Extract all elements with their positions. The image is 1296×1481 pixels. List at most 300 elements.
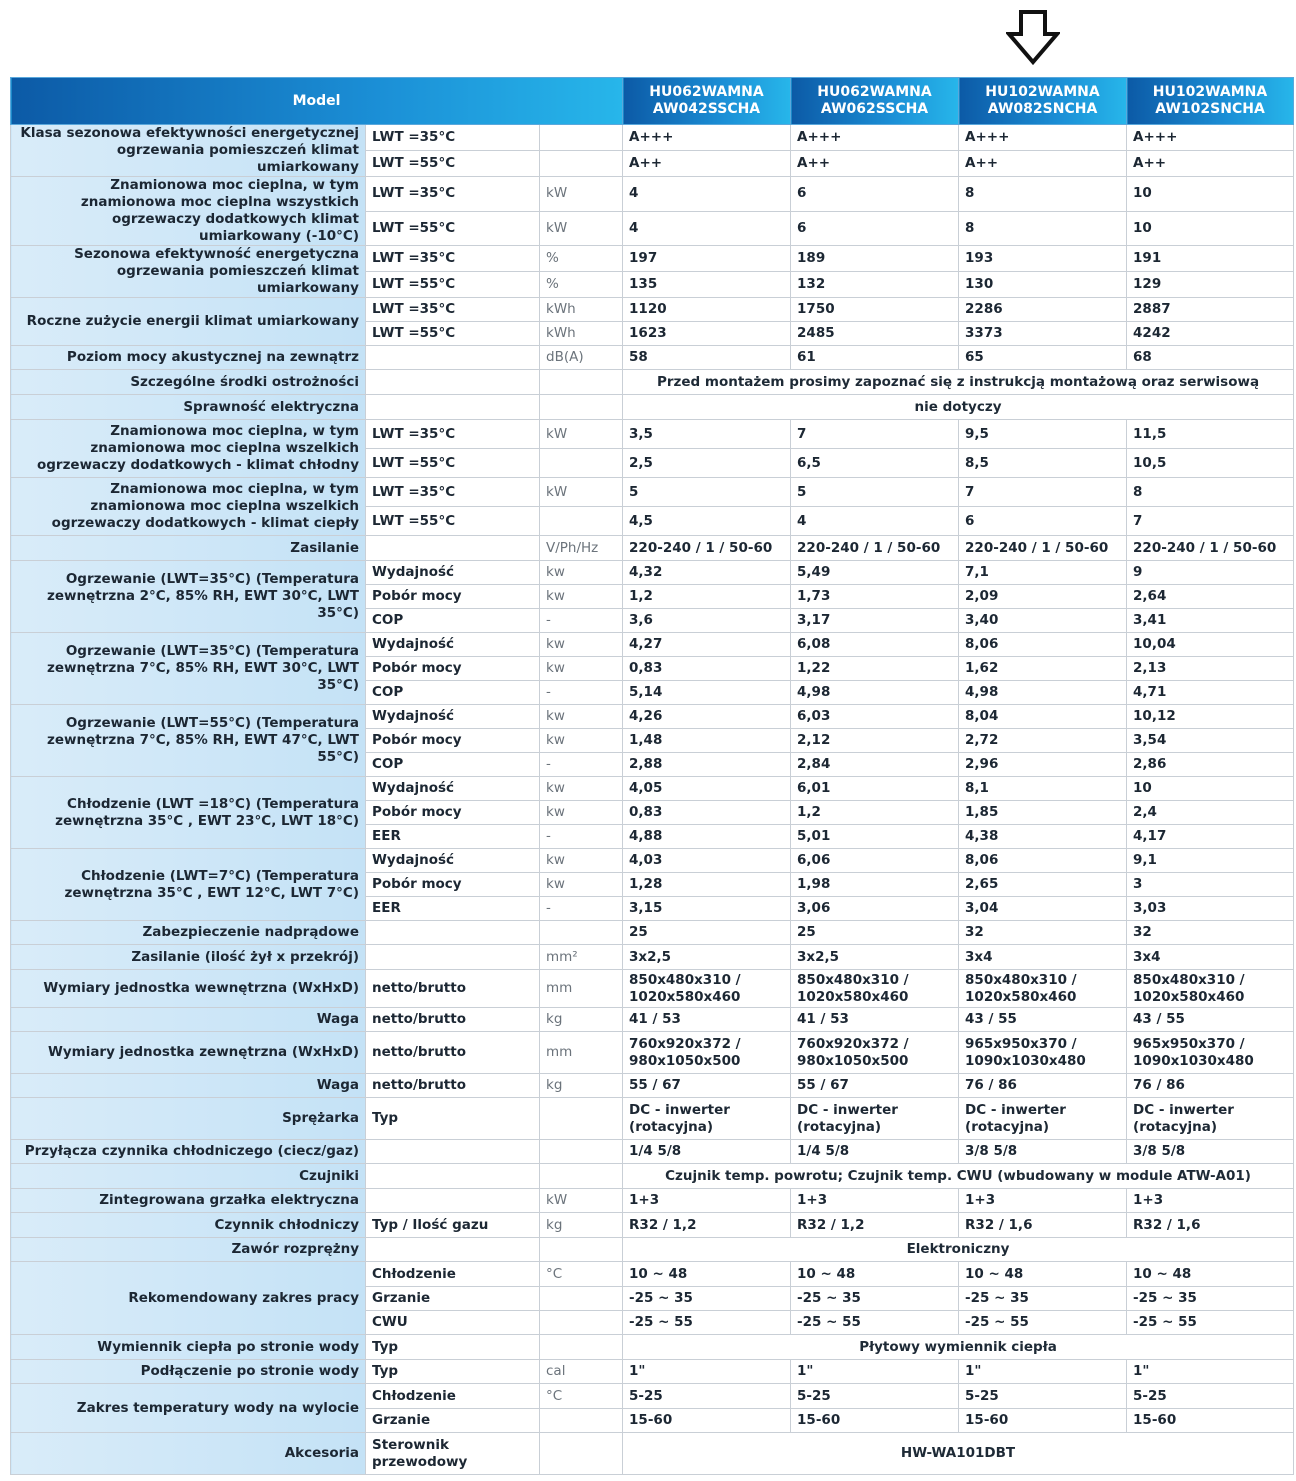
merged-value-cell: Elektroniczny [623,1238,1294,1262]
model-name: AW082SNCHA [987,101,1098,117]
value-cell: 220-240 / 1 / 50-60 [623,536,791,561]
value-cell: 132 [791,272,959,298]
unit-cell [540,1311,623,1335]
value-cell: 10 [1127,177,1294,212]
unit-cell: kW [540,478,623,507]
row-label: Znamionowa moc cieplna, w tym znamionowa moc cieplna wszystkich ogrzewaczy dodatkowych klimat umiarkowany (-10°C) [11,177,366,246]
sub-label: netto/brutto [366,970,540,1008]
value-cell: 6 [791,211,959,246]
value-cell: 2,4 [1127,801,1294,825]
unit-cell: % [540,272,623,298]
sub-label: EER [366,825,540,849]
value-cell: 10 ~ 48 [791,1262,959,1287]
value-cell: 220-240 / 1 / 50-60 [959,536,1127,561]
unit-cell: kWh [540,322,623,346]
sub-label: LWT =35°C [366,420,540,449]
sub-label [366,1140,540,1164]
value-cell: 2,12 [791,729,959,753]
value-cell: 1/4 5/8 [791,1140,959,1164]
table-row [11,561,1294,585]
sub-label: LWT =35°C [366,478,540,507]
value-cell: A+++ [623,125,791,151]
model-header: Model [11,78,623,125]
unit-cell [540,449,623,478]
value-cell: 135 [623,272,791,298]
value-cell: 1+3 [791,1189,959,1213]
sub-label: COP [366,753,540,777]
value-cell: 1+3 [623,1189,791,1213]
value-cell: 5,01 [791,825,959,849]
value-cell: A+++ [791,125,959,151]
sub-label: Pobór mocy [366,585,540,609]
value-cell: 4242 [1127,322,1294,346]
unit-cell [540,1287,623,1311]
value-cell: 1,98 [791,873,959,897]
value-cell: -25 ~ 35 [791,1287,959,1311]
value-cell: 189 [791,246,959,272]
merged-value-cell: Przed montażem prosimy zapoznać się z instrukcją montażową oraz serwisową [623,370,1294,395]
table-row [11,1335,1294,1360]
value-cell: DC - inwerter (rotacyjna) [1127,1098,1294,1140]
down-arrow-icon [1006,10,1060,66]
unit-cell: V/Ph/Hz [540,536,623,561]
unit-cell: mm² [540,945,623,970]
value-cell: 7,1 [959,561,1127,585]
value-cell: 850x480x310 / 1020x580x460 [1127,970,1294,1008]
spec-body [11,125,1294,1475]
value-cell: 4,03 [623,849,791,873]
value-cell: 8 [1127,478,1294,507]
table-row [11,1360,1294,1384]
sub-label: Pobór mocy [366,873,540,897]
value-cell: 2,88 [623,753,791,777]
value-cell: 4,38 [959,825,1127,849]
unit-cell: kw [540,849,623,873]
value-cell: 43 / 55 [959,1008,1127,1032]
value-cell: 5,14 [623,681,791,705]
value-cell: A+++ [959,125,1127,151]
table-row [11,346,1294,370]
value-cell: 3,41 [1127,609,1294,633]
value-cell: 8,06 [959,633,1127,657]
value-cell: 1" [959,1360,1127,1384]
value-cell: 6 [791,177,959,212]
value-cell: 8,1 [959,777,1127,801]
merged-value-cell: Czujnik temp. powrotu; Czujnik temp. CWU (wbudowany w module ATW-A01) [623,1164,1294,1189]
unit-cell [540,1433,623,1475]
value-cell: 850x480x310 / 1020x580x460 [623,970,791,1008]
value-cell: 8,5 [959,449,1127,478]
sub-label: LWT =55°C [366,507,540,536]
value-cell: A++ [623,151,791,177]
value-cell: 11,5 [1127,420,1294,449]
value-cell: 8 [959,177,1127,212]
table-row [11,478,1294,507]
value-cell: 3/8 5/8 [959,1140,1127,1164]
table-row [11,970,1294,1008]
model-name: AW042SSCHA [652,101,761,117]
model-name: HU102WAMNA [985,84,1100,100]
value-cell: -25 ~ 55 [791,1311,959,1335]
value-cell: 3,17 [791,609,959,633]
table-row [11,1164,1294,1189]
unit-cell: kW [540,177,623,212]
unit-cell: kg [540,1074,623,1098]
value-cell: 3,54 [1127,729,1294,753]
value-cell: 5 [791,478,959,507]
value-cell: -25 ~ 55 [623,1311,791,1335]
value-cell: 6,08 [791,633,959,657]
sub-label: LWT =35°C [366,298,540,322]
value-cell: 8,04 [959,705,1127,729]
sub-label: LWT =55°C [366,322,540,346]
row-label: Zasilanie [11,536,366,561]
sub-label: netto/brutto [366,1008,540,1032]
table-row [11,370,1294,395]
unit-cell: kW [540,1189,623,1213]
sub-label: Pobór mocy [366,729,540,753]
row-label: Wymiary jednostka wewnętrzna (WxHxD) [11,970,366,1008]
sub-label: LWT =55°C [366,211,540,246]
row-label: Przyłącza czynnika chłodniczego (ciecz/gaz) [11,1140,366,1164]
sub-label: LWT =35°C [366,125,540,151]
value-cell: 65 [959,346,1127,370]
value-cell: 220-240 / 1 / 50-60 [1127,536,1294,561]
value-cell: 3373 [959,322,1127,346]
value-cell: 4,88 [623,825,791,849]
value-cell: 6,03 [791,705,959,729]
value-cell: R32 / 1,6 [1127,1213,1294,1238]
sub-label: COP [366,681,540,705]
value-cell: A++ [959,151,1127,177]
sub-label: Wydajność [366,849,540,873]
row-label: Sezonowa efektywność energetyczna ogrzewania pomieszczeń klimat umiarkowany [11,246,366,298]
value-cell: 1,22 [791,657,959,681]
value-cell: 10 [1127,211,1294,246]
row-label: Podłączenie po stronie wody [11,1360,366,1384]
unit-cell: kw [540,633,623,657]
value-cell: DC - inwerter (rotacyjna) [623,1098,791,1140]
value-cell: 2,96 [959,753,1127,777]
unit-cell: kw [540,657,623,681]
value-cell: 1750 [791,298,959,322]
sub-label: Typ / Ilość gazu [366,1213,540,1238]
value-cell: 1120 [623,298,791,322]
value-cell: 9 [1127,561,1294,585]
value-cell: -25 ~ 55 [959,1311,1127,1335]
value-cell: 2485 [791,322,959,346]
value-cell: 4 [791,507,959,536]
value-cell: 4,71 [1127,681,1294,705]
value-cell: 1,73 [791,585,959,609]
unit-cell: kw [540,777,623,801]
sub-label: Typ [366,1098,540,1140]
sub-label: Wydajność [366,561,540,585]
table-row [11,777,1294,801]
row-label: Poziom mocy akustycznej na zewnątrz [11,346,366,370]
value-cell: A++ [791,151,959,177]
row-label: Roczne zużycie energii klimat umiarkowany [11,298,366,346]
value-cell: 25 [791,921,959,945]
unit-cell: kg [540,1213,623,1238]
value-cell: 10 ~ 48 [1127,1262,1294,1287]
row-label: Znamionowa moc cieplna, w tym znamionowa moc cieplna wszelkich ogrzewaczy dodatkowych - klimat chłodny [11,420,366,478]
sub-label: Typ [366,1335,540,1360]
unit-cell: - [540,825,623,849]
value-cell: 2,86 [1127,753,1294,777]
value-cell: 3 [1127,873,1294,897]
unit-cell: kWh [540,298,623,322]
sub-label: LWT =35°C [366,246,540,272]
value-cell: 3,15 [623,897,791,921]
value-cell: 3x2,5 [623,945,791,970]
row-label: Zakres temperatury wody na wylocie [11,1384,366,1433]
row-label: Znamionowa moc cieplna, w tym znamionowa moc cieplna wszelkich ogrzewaczy dodatkowych - klimat ciepły [11,478,366,536]
value-cell: 0,83 [623,657,791,681]
value-cell: DC - inwerter (rotacyjna) [959,1098,1127,1140]
value-cell: 2,13 [1127,657,1294,681]
value-cell: 1" [791,1360,959,1384]
table-row [11,395,1294,420]
unit-cell [540,125,623,151]
row-label: Waga [11,1008,366,1032]
row-label: Klasa sezonowa efektywności energetycznej ogrzewania pomieszczeń klimat umiarkowany [11,125,366,177]
row-label: Czujniki [11,1164,366,1189]
sub-label: LWT =55°C [366,272,540,298]
value-cell: 1+3 [959,1189,1127,1213]
sub-label: Wydajność [366,633,540,657]
unit-cell [540,151,623,177]
table-row [11,1213,1294,1238]
sub-label: Typ [366,1360,540,1384]
table-row [11,1008,1294,1032]
value-cell: -25 ~ 35 [623,1287,791,1311]
unit-cell: kw [540,585,623,609]
value-cell: 2,72 [959,729,1127,753]
value-cell: 4 [623,211,791,246]
row-label: Wymiennik ciepła po stronie wody [11,1335,366,1360]
unit-cell: dB(A) [540,346,623,370]
value-cell: 1,48 [623,729,791,753]
row-label: Ogrzewanie (LWT=55°C) (Temperatura zewnętrzna 7°C, 85% RH, EWT 47°C, LWT 55°C) [11,705,366,777]
sub-label: Pobór mocy [366,801,540,825]
value-cell: 3,40 [959,609,1127,633]
value-cell: 4,5 [623,507,791,536]
value-cell: 3x4 [1127,945,1294,970]
value-cell: 1,2 [791,801,959,825]
value-cell: R32 / 1,2 [623,1213,791,1238]
spec-table [10,77,1294,1475]
merged-value-cell: nie dotyczy [623,395,1294,420]
value-cell: 220-240 / 1 / 50-60 [791,536,959,561]
value-cell: 2,65 [959,873,1127,897]
value-cell: 76 / 86 [959,1074,1127,1098]
unit-cell: kw [540,705,623,729]
sub-label: CWU [366,1311,540,1335]
model-name: AW062SSCHA [820,101,929,117]
row-label: Chłodzenie (LWT =18°C) (Temperatura zewnętrzna 35°C , EWT 23°C, LWT 18°C) [11,777,366,849]
unit-cell: - [540,681,623,705]
unit-cell [540,1164,623,1189]
value-cell: 4,17 [1127,825,1294,849]
value-cell: 4 [623,177,791,212]
table-row [11,1074,1294,1098]
sub-label: LWT =35°C [366,177,540,212]
sub-label: Pobór mocy [366,657,540,681]
value-cell: 1" [1127,1360,1294,1384]
sub-label: Chłodzenie [366,1384,540,1409]
table-row [11,298,1294,322]
value-cell: 5-25 [959,1384,1127,1409]
table-row [11,1098,1294,1140]
sub-label [366,1189,540,1213]
value-cell: 1/4 5/8 [623,1140,791,1164]
sub-label [366,1164,540,1189]
value-cell: 9,5 [959,420,1127,449]
model-column-header [1127,78,1294,125]
value-cell: -25 ~ 55 [1127,1311,1294,1335]
value-cell: 8,06 [959,849,1127,873]
sub-label: Chłodzenie [366,1262,540,1287]
sub-label: COP [366,609,540,633]
sub-label: Sterownik przewodowy [366,1433,540,1475]
value-cell: 191 [1127,246,1294,272]
row-label: Waga [11,1074,366,1098]
table-row [11,125,1294,151]
row-label: Zasilanie (ilość żył x przekrój) [11,945,366,970]
value-cell: 193 [959,246,1127,272]
row-label: Wymiary jednostka zewnętrzna (WxHxD) [11,1032,366,1074]
value-cell: 7 [959,478,1127,507]
unit-cell [540,395,623,420]
value-cell: -25 ~ 35 [1127,1287,1294,1311]
unit-cell [540,507,623,536]
value-cell: 10,12 [1127,705,1294,729]
table-row [11,536,1294,561]
row-label: Rekomendowany zakres pracy [11,1262,366,1335]
unit-cell: °C [540,1262,623,1287]
value-cell: 1623 [623,322,791,346]
value-cell: 0,83 [623,801,791,825]
value-cell: 55 / 67 [623,1074,791,1098]
value-cell: 2,5 [623,449,791,478]
unit-cell [540,1098,623,1140]
sub-label: Grzanie [366,1287,540,1311]
value-cell: 9,1 [1127,849,1294,873]
sub-label [366,346,540,370]
unit-cell: cal [540,1360,623,1384]
unit-cell: - [540,609,623,633]
value-cell: 61 [791,346,959,370]
sub-label: netto/brutto [366,1074,540,1098]
value-cell: 58 [623,346,791,370]
value-cell: 25 [623,921,791,945]
sub-label: Grzanie [366,1409,540,1433]
value-cell: 3,06 [791,897,959,921]
merged-value-cell: HW-WA101DBT [623,1433,1294,1475]
value-cell: 41 / 53 [791,1008,959,1032]
row-label: Akcesoria [11,1433,366,1475]
value-cell: 130 [959,272,1127,298]
value-cell: 5-25 [1127,1384,1294,1409]
value-cell: 10 ~ 48 [959,1262,1127,1287]
merged-value-cell: Płytowy wymiennik ciepła [623,1335,1294,1360]
unit-cell: kW [540,211,623,246]
unit-cell [540,921,623,945]
sub-label: EER [366,897,540,921]
sub-label [366,921,540,945]
value-cell: 10 [1127,777,1294,801]
unit-cell: kw [540,729,623,753]
value-cell: 760x920x372 / 980x1050x500 [623,1032,791,1074]
sub-label: LWT =55°C [366,151,540,177]
value-cell: 5 [623,478,791,507]
value-cell: 2887 [1127,298,1294,322]
table-row [11,945,1294,970]
row-label: Sprężarka [11,1098,366,1140]
table-row [11,705,1294,729]
sub-label [366,1238,540,1262]
table-row [11,1262,1294,1287]
value-cell: 3,03 [1127,897,1294,921]
value-cell: 8 [959,211,1127,246]
table-row [11,1032,1294,1074]
value-cell: 129 [1127,272,1294,298]
sub-label: LWT =55°C [366,449,540,478]
unit-cell: - [540,753,623,777]
model-name: HU062WAMNA [817,84,932,100]
row-label: Zawór rozprężny [11,1238,366,1262]
row-label: Ogrzewanie (LWT=35°C) (Temperatura zewnętrzna 2°C, 85% RH, EWT 30°C, LWT 35°C) [11,561,366,633]
row-label: Zintegrowana grzałka elektryczna [11,1189,366,1213]
sub-label: Wydajność [366,705,540,729]
row-label: Szczególne środki ostrożności [11,370,366,395]
value-cell: 965x950x370 / 1090x1030x480 [1127,1032,1294,1074]
value-cell: 1" [623,1360,791,1384]
value-cell: 1,62 [959,657,1127,681]
value-cell: 15-60 [623,1409,791,1433]
value-cell: 3,6 [623,609,791,633]
model-column-header [623,78,791,125]
table-row [11,177,1294,212]
unit-cell: kW [540,420,623,449]
value-cell: 10 ~ 48 [623,1262,791,1287]
value-cell: 5-25 [791,1384,959,1409]
value-cell: A++ [1127,151,1294,177]
unit-cell [540,370,623,395]
value-cell: 15-60 [791,1409,959,1433]
value-cell: 2,84 [791,753,959,777]
value-cell: 3x4 [959,945,1127,970]
value-cell: 4,26 [623,705,791,729]
table-row [11,1238,1294,1262]
value-cell: 5-25 [623,1384,791,1409]
row-label: Czynnik chłodniczy [11,1213,366,1238]
unit-cell [540,1335,623,1360]
value-cell: 4,98 [791,681,959,705]
value-cell: 5,49 [791,561,959,585]
table-row [11,1384,1294,1409]
value-cell: A+++ [1127,125,1294,151]
value-cell: 68 [1127,346,1294,370]
value-cell: 55 / 67 [791,1074,959,1098]
row-label: Zabezpieczenie nadprądowe [11,921,366,945]
table-row [11,1433,1294,1475]
model-name: HU102WAMNA [1152,84,1268,100]
model-column-header [791,78,959,125]
value-cell: 15-60 [1127,1409,1294,1433]
value-cell: DC - inwerter (rotacyjna) [791,1098,959,1140]
